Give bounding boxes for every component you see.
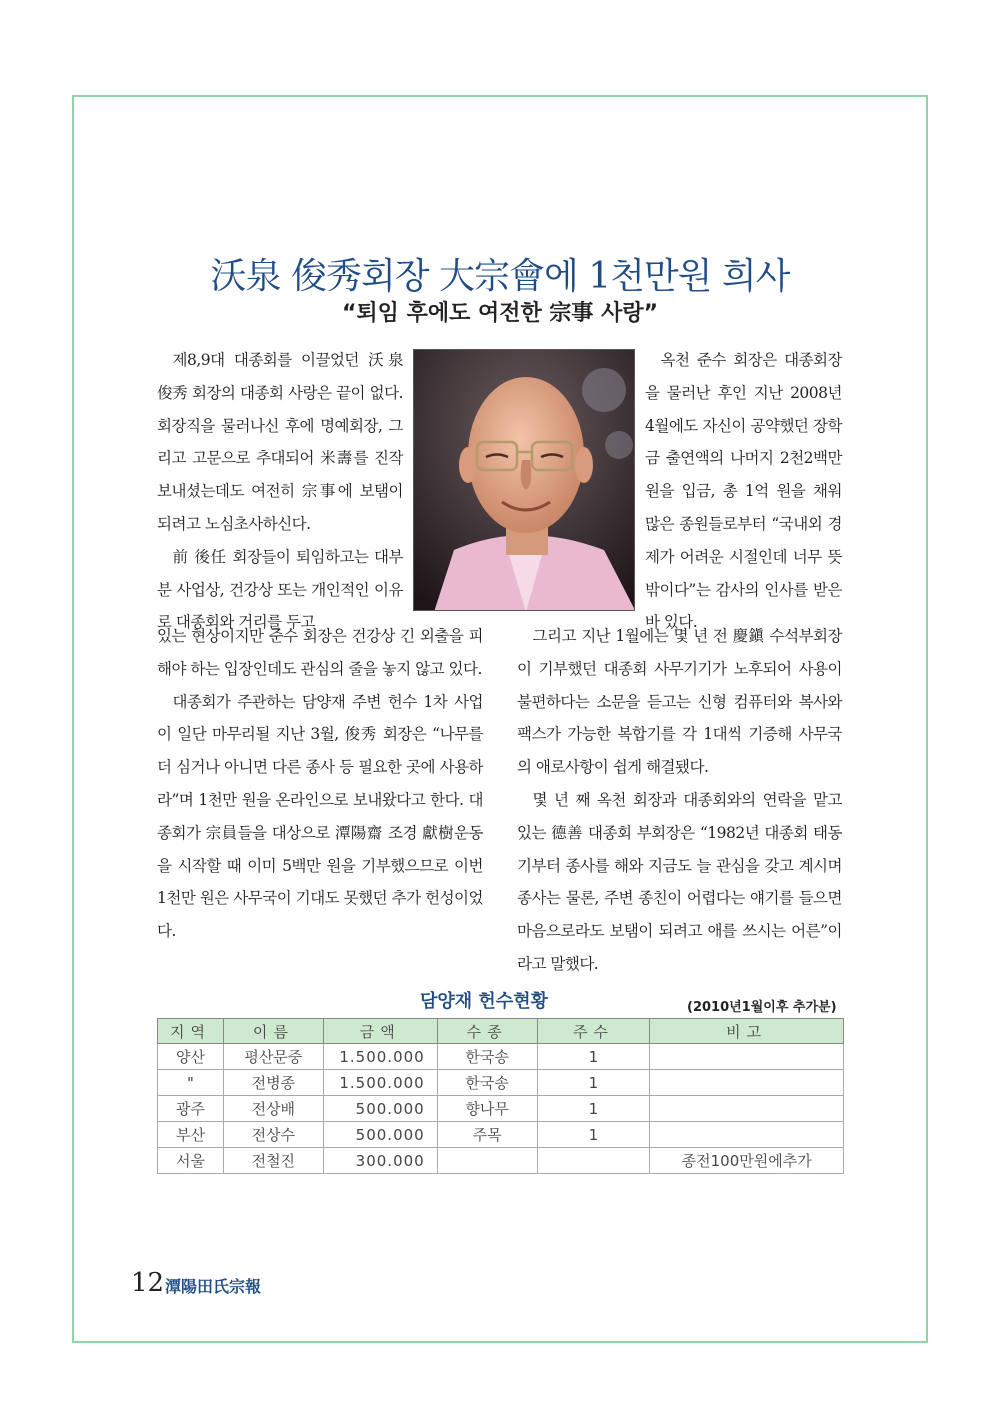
cell-remarks [650,1070,844,1096]
cell-remarks [650,1122,844,1148]
cell-amount: 500.000 [323,1122,437,1148]
column-header-name: 이름 [223,1019,323,1044]
column-left-bottom [157,620,483,948]
cell-species: 주목 [437,1122,537,1148]
cell-remarks [650,1044,844,1070]
paragraph: 몇 년 째 옥천 회장과 대종회와의 연락을 맡고 있는 德善 대종회 부회장은 “1982년 대종회 태동기부터 종사를 해와 지금도 늘 관심을 갖고 계시며 종사는 물론, 주변 종친이 어렵다는 얘기를 들으면 마음으로라도 보탬이 되려고 애를 쓰시는 어른”이라고 말했다. [517,790,842,973]
cell-count: 1 [537,1070,650,1096]
paragraph: 제8,9대 대종회를 이끌었던 沃泉 俊秀 회장의 대종회 사랑은 끝이 없다. 회장직을 물러나신 후에 명예회장, 그리고 고문으로 추대되어 米壽를 진작 보내셨는데도 여전히 宗事에 보탬이 되려고 노심초사하신다. [157,351,403,533]
article-title: 沃泉 俊秀회장 大宗會에 1천만원 희사 [210,256,790,297]
cell-amount: 1.500.000 [323,1070,437,1096]
cell-region: 광주 [158,1096,224,1122]
cell-region: " [158,1070,224,1096]
table-row [158,1044,844,1070]
column-header-species: 수종 [437,1019,537,1044]
column-right-top [645,344,842,639]
column-header-region: 지역 [158,1019,224,1044]
contribution-table [157,1018,844,1174]
table-note: (2010년1월이후 추가분) [687,1000,837,1015]
page-number: 12 [131,1268,165,1298]
cell-remarks [650,1096,844,1122]
table-title: 담양재 헌수현황 [420,991,548,1012]
cell-name: 전상배 [223,1096,323,1122]
article-subtitle: “퇴임 후에도 여전한 宗事 사랑” [341,301,659,326]
paragraph: 前 後任 회장들이 퇴임하고는 대부분 사업상, 건강상 또는 개인적인 이유로 대종회와 거리를 두고 [157,547,403,632]
cell-name: 전상수 [223,1122,323,1148]
paragraph: 옥천 준수 회장은 대종회장을 물러난 후인 지난 2008년 4월에도 자신이 공약했던 장학금 출연액의 나머지 2천2백만원을 입금, 총 1억 원을 채워 많은 종원들로부터 “국내외 경제가 어려운 시절인데 너무 뜻밖이다”는 감사의 인사를 받은 바 있다. [645,351,842,632]
table-row [158,1122,844,1148]
portrait-photo [413,349,635,611]
cell-region: 서울 [158,1148,224,1174]
paragraph: 있는 현상이지만 준수 회장은 건강상 긴 외출을 피해야 하는 입장인데도 관심의 줄을 놓지 않고 있다. [157,627,483,678]
cell-amount: 300.000 [323,1148,437,1174]
cell-remarks: 종전100만원에추가 [650,1148,844,1174]
cell-name: 전병종 [223,1070,323,1096]
table-row [158,1096,844,1122]
column-left-top [157,344,403,639]
column-header-amount: 금액 [323,1019,437,1044]
column-right-bottom [517,620,842,981]
table-row [158,1148,844,1174]
cell-count: 1 [537,1044,650,1070]
cell-region: 부산 [158,1122,224,1148]
cell-species: 한국송 [437,1044,537,1070]
cell-species: 향나무 [437,1096,537,1122]
paragraph: 그리고 지난 1월에는 몇 년 전 慶鎭 수석부회장이 기부했던 대종회 사무기기가 노후되어 사용이 불편하다는 소문을 듣고는 신형 컴퓨터와 복사와 팩스가 가능한 복합기를 각 1대씩 기증해 사무국의 애로사항이 쉽게 해결됐다. [517,627,842,777]
column-header-count: 주수 [537,1019,650,1044]
cell-name: 평산문중 [223,1044,323,1070]
cell-count [537,1148,650,1174]
cell-species [437,1148,537,1174]
column-header-remarks: 비고 [650,1019,844,1044]
table-row [158,1070,844,1096]
cell-name: 전철진 [223,1148,323,1174]
publication-title: 潭陽田氏宗報 [165,1277,262,1296]
cell-amount: 500.000 [323,1096,437,1122]
cell-amount: 1.500.000 [323,1044,437,1070]
cell-count: 1 [537,1096,650,1122]
cell-species: 한국송 [437,1070,537,1096]
table-header-row [158,1019,844,1044]
paragraph: 대종회가 주관하는 담양재 주변 헌수 1차 사업이 일단 마무리될 지난 3월, 俊秀 회장은 “나무를 더 심거나 아니면 다른 종사 등 필요한 곳에 사용하라”며 1천만 원을 온라인으로 보내왔다고 한다. 대종회가 宗員들을 대상으로 潭陽齋 조경 獻樹운동을 시작할 때 이미 5백만 원을 기부했으므로 이번 1천만 원은 사무국이 기대도 못했던 추가 헌성이었다. [157,692,483,941]
cell-region: 양산 [158,1044,224,1070]
cell-count: 1 [537,1122,650,1148]
